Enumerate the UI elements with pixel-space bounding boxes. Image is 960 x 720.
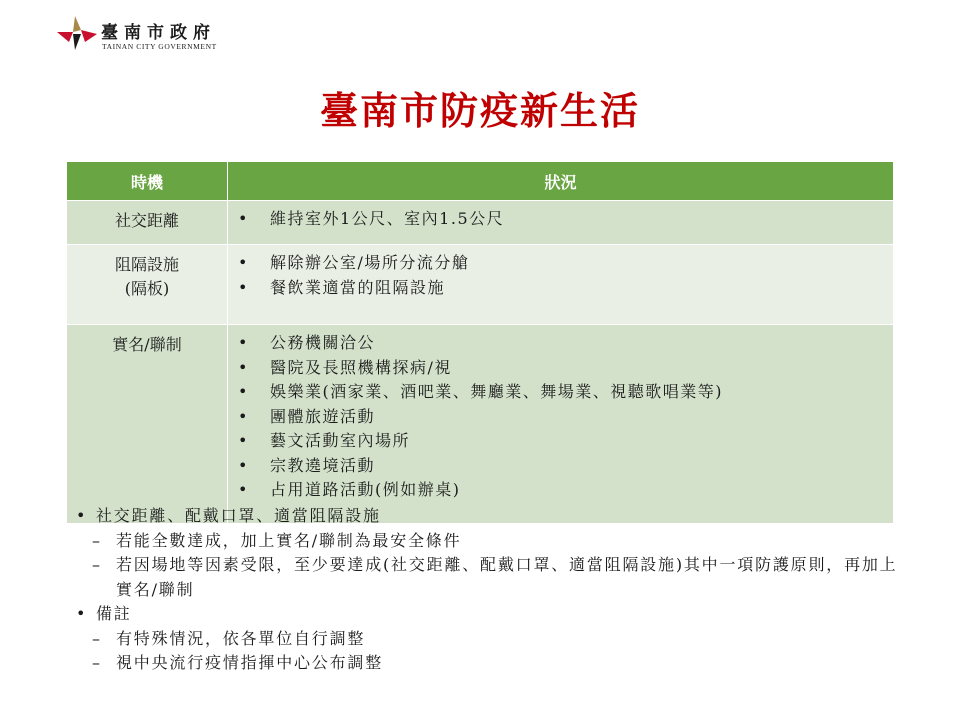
note-sub-item: – 若因場地等因素受限，至少要達成(社交距離、配戴口罩、適當阻隔設施)其中一項防護原則，再加上實名/聯制 xyxy=(72,553,902,602)
timing-sublabel: (隔板) xyxy=(124,279,170,298)
note-sub-item: – 若能全數達成，加上實名/聯制為最安全條件 xyxy=(72,529,902,554)
note-bullet: • 備註 xyxy=(72,602,902,627)
table-row-barrier xyxy=(67,245,894,325)
status-item: • 占用道路活動(例如辦桌) xyxy=(236,478,883,503)
status-cell xyxy=(228,325,894,524)
timing-label: 阻隔設施 xyxy=(114,255,179,274)
tainan-city-government-logo xyxy=(55,12,255,56)
status-list xyxy=(236,251,883,300)
status-cell xyxy=(228,201,894,245)
status-item: • 娛樂業(酒家業、酒吧業、舞廳業、舞場業、視聽歌唱業等) xyxy=(236,380,883,405)
timing-cell xyxy=(67,325,228,524)
status-item: • 公務機關洽公 xyxy=(236,331,883,356)
header-timing: 時機 xyxy=(67,162,228,201)
table-row-real-name xyxy=(67,325,894,524)
header-status: 狀況 xyxy=(228,162,894,201)
status-item: • 醫院及長照機構探病/視 xyxy=(236,356,883,381)
note-sub-item: – 視中央流行疫情指揮中心公布調整 xyxy=(72,651,902,676)
tainan-emblem-icon xyxy=(55,12,99,52)
status-item: • 藝文活動室內場所 xyxy=(236,429,883,454)
notes-section xyxy=(72,504,902,676)
status-item: • 餐飲業適當的阻隔設施 xyxy=(236,276,883,301)
status-item: • 維持室外1公尺、室內1.5公尺 xyxy=(236,207,883,232)
status-list xyxy=(236,207,883,232)
table-header-row xyxy=(67,162,894,201)
status-cell xyxy=(228,245,894,325)
logo-name-en: TAINAN CITY GOVERNMENT xyxy=(102,42,217,51)
status-item: • 團體旅遊活動 xyxy=(236,405,883,430)
note-bullet: • 社交距離、配戴口罩、適當阻隔設施 xyxy=(72,504,902,529)
logo-name-zh: 臺南市政府 xyxy=(101,23,216,43)
page-title: 臺南市防疫新生活 xyxy=(319,88,640,133)
timing-cell xyxy=(67,201,228,245)
timing-label: 實名/聯制 xyxy=(112,335,182,354)
status-item: • 解除辦公室/場所分流分艙 xyxy=(236,251,883,276)
measures-table xyxy=(66,161,894,524)
note-sub-item: – 有特殊情況，依各單位自行調整 xyxy=(72,627,902,652)
timing-cell xyxy=(67,245,228,325)
table-row-social-distance xyxy=(67,201,894,245)
timing-label: 社交距離 xyxy=(114,211,179,230)
status-item: • 宗教遶境活動 xyxy=(236,454,883,479)
status-list xyxy=(236,331,883,503)
